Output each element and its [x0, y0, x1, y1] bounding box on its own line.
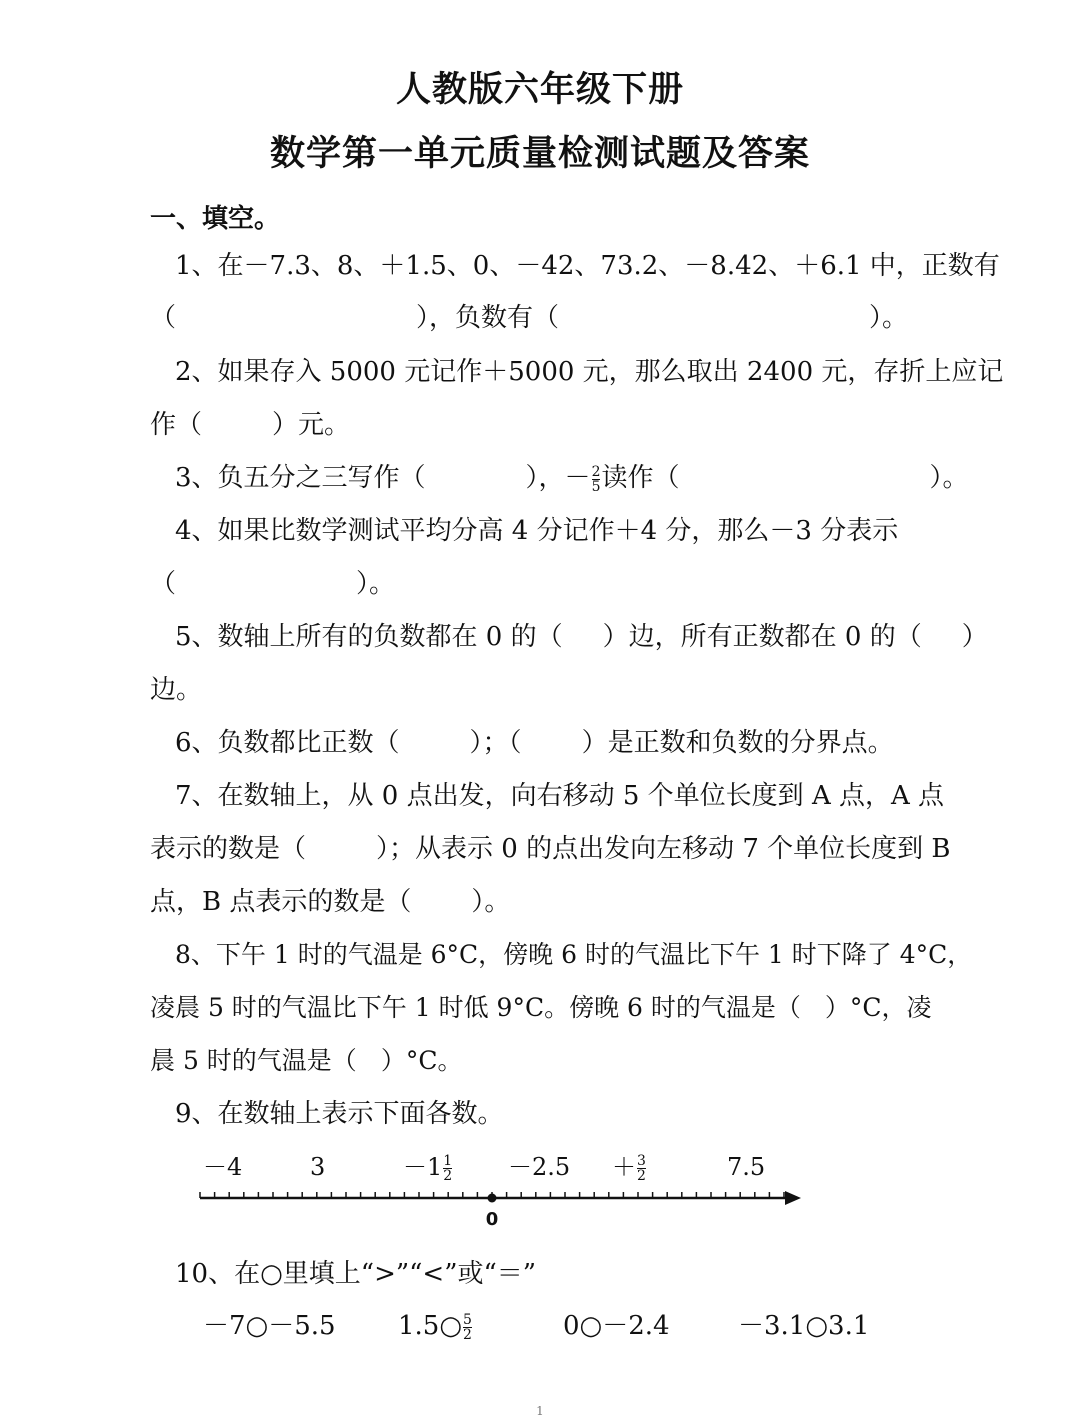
question-8-part-a: 凌晨 5 时的气温比下午 1 时低 9°C。傍晚 6 时的气温是（ — [150, 993, 801, 1022]
question-3-part1: 3、负五分之三写作（ — [175, 463, 426, 493]
question-1-close: ）。 — [869, 303, 909, 333]
fraction-numerator: 5 — [463, 1311, 472, 1328]
question-1-line1: 1、在－7.3、8、＋1.5、0、－42、73.2、－8.42、＋6.1 中，正数有 — [175, 251, 1000, 281]
question-4-open: （ — [150, 569, 177, 599]
compare-item-1[interactable]: －7○－5.5 — [203, 1311, 336, 1341]
compare-item-2-left: 1.5○ — [398, 1311, 463, 1341]
question-7-part-c: 点，B 点表示的数是（ — [150, 887, 412, 917]
fraction-numerator: 1 — [443, 1153, 453, 1169]
document-title-line2: 数学第一单元质量检测试题及答案 — [269, 134, 810, 174]
question-1-open: （ — [150, 303, 177, 333]
question-8-part-b: ）°C，凌 — [824, 993, 932, 1022]
number-line-arrow-icon — [785, 1191, 801, 1205]
question-9-text: 9、在数轴上表示下面各数。 — [175, 1099, 504, 1129]
document-title-line1: 人教版六年级下册 — [395, 70, 684, 110]
question-3-part4: ）。 — [929, 463, 969, 493]
fraction-denominator: 2 — [443, 1168, 453, 1184]
question-2-line2 — [150, 409, 350, 441]
question-6-line — [175, 727, 894, 759]
question-1-mid: ），负数有（ — [416, 303, 560, 333]
question-8-line1: 8、下午 1 时的气温是 6°C，傍晚 6 时的气温比下午 1 时下降了 4°C， — [175, 940, 973, 969]
question-5-part1: 5、数轴上所有的负数都在 0 的（ — [175, 622, 563, 652]
question-5-part2: ）边，所有正数都在 0 的（ — [602, 622, 922, 652]
question-5-line2: 边。 — [150, 675, 203, 705]
fraction-2-5 — [592, 465, 601, 494]
question-2-prefix: 作（ — [150, 410, 203, 440]
number-label-minus4: －4 — [203, 1153, 243, 1181]
question-3-part2: ），－ — [525, 463, 591, 493]
number-line[interactable] — [195, 1145, 810, 1235]
fraction-numerator: 2 — [591, 463, 601, 480]
number-label-minus-2-5: －2.5 — [508, 1153, 571, 1181]
question-7-part-b: ）；从表示 0 的点出发向左移动 7 个单位长度到 B — [376, 834, 951, 864]
mixed-number-whole: －1 — [403, 1153, 443, 1181]
compare-item-4[interactable]: －3.1○3.1 — [738, 1311, 870, 1341]
question-7-line1: 7、在数轴上，从 0 点出发，向右移动 5 个单位长度到 A 点，A 点 — [175, 781, 945, 811]
page-number: 1 — [536, 1404, 544, 1418]
question-8-part-c: 晨 5 时的气温是（ — [150, 1046, 357, 1075]
section-heading-fill-blanks: 一、填空。 — [150, 204, 281, 234]
question-8-line2 — [150, 992, 932, 1024]
fraction-5-2 — [463, 1313, 472, 1342]
question-6-part2: ）；（ — [469, 728, 522, 758]
question-3-part3: 读作（ — [601, 463, 680, 493]
origin-label: 0 — [485, 1209, 499, 1230]
question-7-line2 — [150, 833, 951, 865]
fraction-numerator: 3 — [637, 1153, 646, 1169]
question-7-part-d: ）。 — [471, 887, 511, 917]
question-6-part3: ）是正数和负数的分界点。 — [581, 728, 894, 758]
question-3-line — [175, 462, 969, 494]
origin-dot — [488, 1194, 497, 1203]
question-8-line3 — [150, 1045, 462, 1077]
question-2-line1: 2、如果存入 5000 元记作＋5000 元，那么取出 2400 元，存折上应记 — [175, 357, 1004, 387]
compare-item-2[interactable] — [398, 1310, 473, 1342]
question-5-line1 — [175, 621, 988, 653]
number-label-7-5: 7.5 — [727, 1153, 766, 1181]
number-label-3: 3 — [310, 1153, 326, 1181]
question-6-part1: 6、负数都比正数（ — [175, 728, 400, 758]
fraction-denominator: 2 — [637, 1168, 646, 1184]
question-8-part-d: ）°C。 — [380, 1046, 463, 1075]
question-4-close: ）。 — [356, 569, 396, 599]
question-4-line2 — [150, 568, 395, 600]
fraction-denominator: 5 — [591, 478, 601, 495]
fraction-denominator: 2 — [463, 1326, 472, 1343]
question-5-part3: ） — [961, 622, 988, 652]
question-2-suffix: ）元。 — [272, 410, 351, 440]
question-7-part-a: 表示的数是（ — [150, 834, 307, 864]
question-10-text: 10、在○里填上“>”“<”或“＝” — [175, 1259, 537, 1289]
question-1-line2 — [150, 302, 908, 334]
question-4-line1: 4、如果比数学测试平均分高 4 分记作＋4 分，那么－3 分表示 — [175, 516, 899, 546]
plus-sign: ＋ — [612, 1153, 636, 1181]
question-7-line3 — [150, 886, 510, 918]
compare-item-3[interactable]: 0○－2.4 — [563, 1311, 670, 1341]
